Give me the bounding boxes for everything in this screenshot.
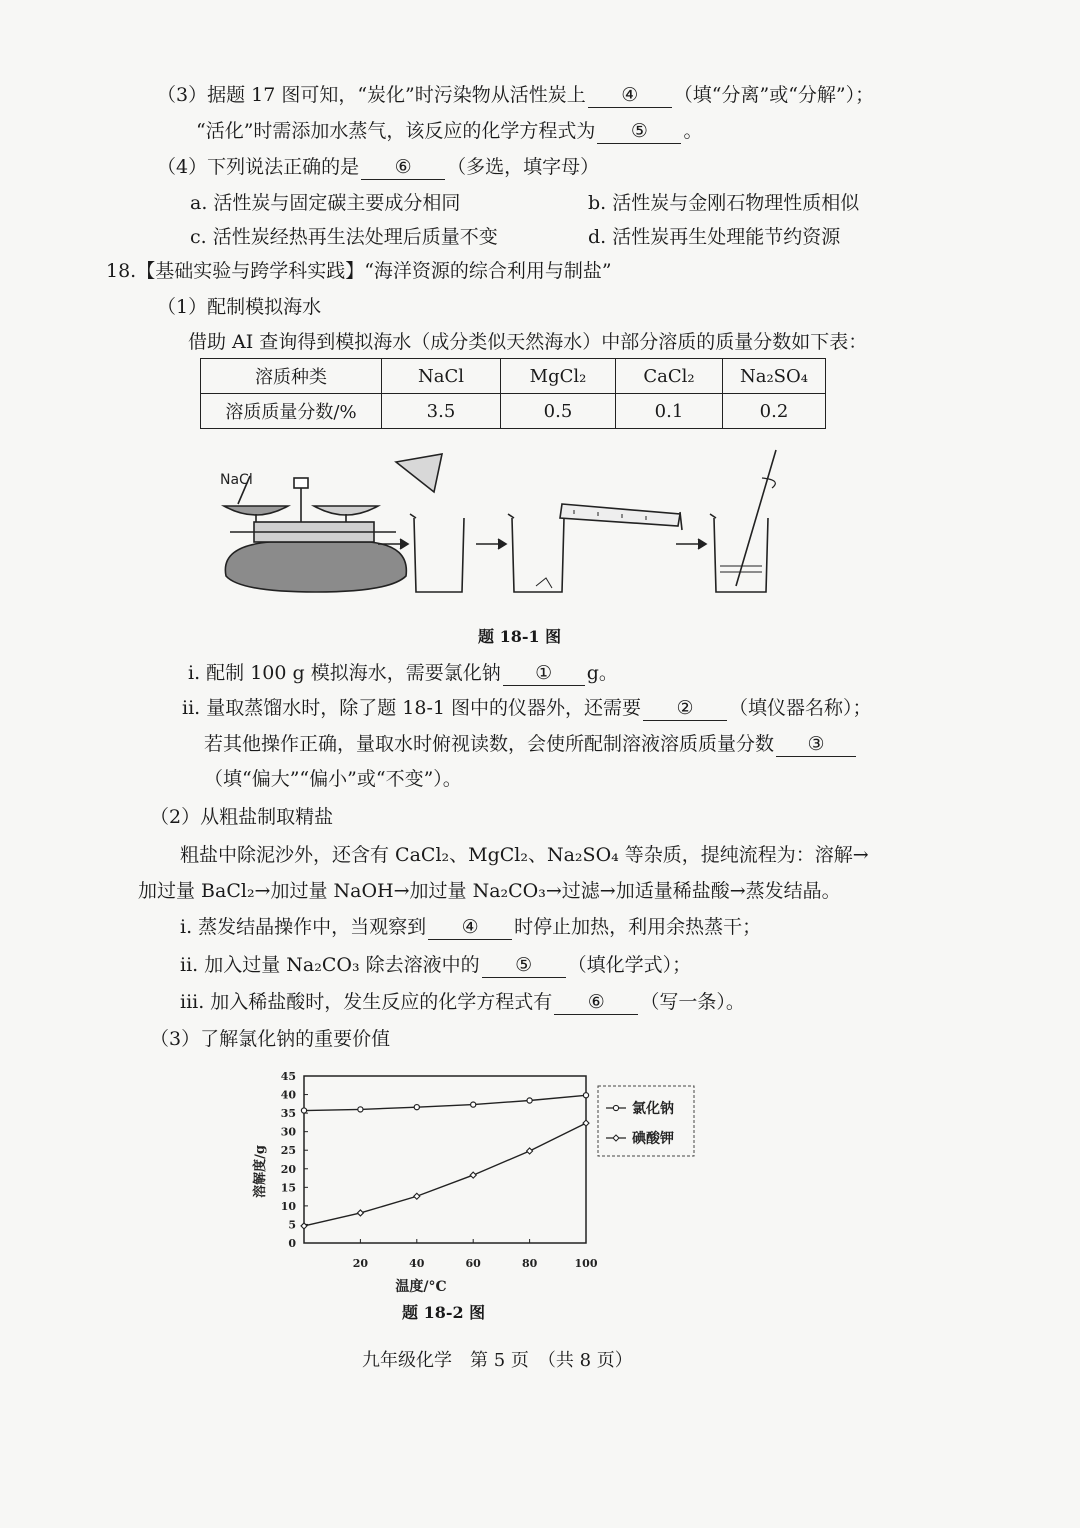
data-point bbox=[414, 1193, 420, 1199]
option-c: c. 活性炭经热再生法处理后质量不变 bbox=[190, 226, 498, 248]
x-tick-label: 100 bbox=[574, 1257, 598, 1270]
legend-label: 氯化钠 bbox=[632, 1101, 674, 1117]
y-tick-label: 35 bbox=[280, 1107, 296, 1121]
figure-18-2-caption: 题 18-2 图 bbox=[402, 1303, 486, 1322]
x-tick-label: 40 bbox=[409, 1257, 425, 1270]
table-cell: 0.5 bbox=[501, 394, 616, 429]
page-footer: 九年级化学 第 5 页 （共 8 页） bbox=[362, 1350, 633, 1371]
data-point bbox=[527, 1148, 533, 1154]
answer-blank-3[interactable]: ③ bbox=[776, 732, 856, 757]
table-cell: 3.5 bbox=[382, 394, 501, 429]
table-cell: 0.1 bbox=[616, 394, 723, 429]
data-point bbox=[471, 1102, 476, 1107]
left-pan bbox=[224, 506, 288, 515]
q18-part2-line2: 加过量 BaCl₂→加过量 NaOH→加过量 Na₂CO₃→过滤→加适量稀盐酸→蒸发结晶。 bbox=[138, 880, 841, 902]
x-tick-label: 20 bbox=[352, 1257, 369, 1270]
legend-marker bbox=[613, 1135, 619, 1141]
table-cell: NaCl bbox=[382, 359, 501, 394]
beaker-1 bbox=[414, 518, 464, 592]
solute-table bbox=[200, 358, 826, 429]
x-tick-label: 80 bbox=[521, 1257, 538, 1270]
plot-frame bbox=[304, 1076, 586, 1243]
y-tick-label: 0 bbox=[288, 1237, 296, 1250]
answer-blank-5[interactable]: ⑤ bbox=[597, 119, 681, 144]
q18-part1-heading: （1）配制模拟海水 bbox=[157, 296, 322, 318]
figure-18-1-caption: 题 18-1 图 bbox=[478, 627, 562, 646]
y-tick-label: 15 bbox=[280, 1181, 296, 1195]
q18-part1-ii: ii. 量取蒸馏水时，除了题 18-1 图中的仪器外，还需要 ② （填仪器名称）； bbox=[182, 697, 872, 719]
table-cell: 溶质质量分数/% bbox=[201, 394, 382, 429]
y-tick-label: 25 bbox=[280, 1144, 296, 1158]
table-cell: MgCl₂ bbox=[501, 359, 616, 394]
answer-blank-2[interactable]: ② bbox=[643, 696, 727, 721]
q17-part4: （4）下列说法正确的是 ⑥ （多选，填字母） bbox=[157, 156, 600, 178]
data-point bbox=[358, 1107, 363, 1112]
beaker-3 bbox=[714, 518, 768, 592]
answer-blank-6[interactable]: ⑥ bbox=[361, 155, 445, 180]
data-point bbox=[357, 1210, 363, 1216]
x-axis-label: 温度/°C bbox=[395, 1279, 447, 1295]
solubility-chart bbox=[240, 1066, 710, 1296]
legend-label: 碘酸钾 bbox=[632, 1131, 674, 1147]
q18-part2-iii: iii. 加入稀盐酸时，发生反应的化学方程式有 ⑥ （写一条）。 bbox=[180, 991, 745, 1013]
right-pan bbox=[314, 506, 378, 515]
y-tick-label: 30 bbox=[280, 1125, 296, 1139]
q17-part3-line2: “活化”时需添加水蒸气，该反应的化学方程式为 ⑤ 。 bbox=[196, 120, 703, 142]
q18-part1-ii-options: （填“偏大”“偏小”或“不变”）。 bbox=[204, 768, 462, 790]
data-point bbox=[583, 1120, 589, 1126]
answer-blank-4[interactable]: ④ bbox=[588, 83, 672, 108]
q18-part2-line1: 粗盐中除泥沙外，还含有 CaCl₂、MgCl₂、Na₂SO₄ 等杂质，提纯流程为：溶解→ bbox=[180, 844, 869, 866]
y-tick-label: 10 bbox=[280, 1199, 296, 1213]
table-cell: CaCl₂ bbox=[616, 359, 723, 394]
q18-part1-i: i. 配制 100 g 模拟海水，需要氯化钠 ① g。 bbox=[188, 662, 618, 684]
answer-blank-4b[interactable]: ④ bbox=[428, 915, 512, 940]
table-cell: Na₂SO₄ bbox=[723, 359, 826, 394]
answer-blank-5b[interactable]: ⑤ bbox=[482, 953, 566, 978]
nacl-label: NaCl bbox=[220, 472, 253, 488]
y-tick-label: 40 bbox=[280, 1088, 296, 1102]
data-point bbox=[301, 1108, 306, 1113]
q17-part3-line1: （3）据题 17 图可知，“炭化”时污染物从活性炭上 ④ （填“分离”或“分解”）； bbox=[157, 84, 875, 106]
data-point bbox=[470, 1172, 476, 1178]
data-point bbox=[301, 1223, 307, 1229]
q18-part1-ii-cont: 若其他操作正确，量取水时俯视读数，会使所配制溶液溶质质量分数 ③ bbox=[204, 729, 858, 759]
q18-part3-heading: （3）了解氯化钠的重要价值 bbox=[150, 1028, 391, 1050]
data-point bbox=[583, 1093, 588, 1098]
table-cell: 0.2 bbox=[723, 394, 826, 429]
data-point bbox=[414, 1105, 419, 1110]
figure-18-1 bbox=[210, 448, 800, 608]
legend-marker bbox=[613, 1105, 618, 1110]
table-row bbox=[201, 359, 826, 394]
y-tick-label: 45 bbox=[280, 1070, 296, 1083]
x-tick-label: 60 bbox=[465, 1257, 481, 1270]
option-a: a. 活性炭与固定碳主要成分相同 bbox=[190, 192, 461, 214]
q18-part1-intro: 借助 AI 查询得到模拟海水（成分类似天然海水）中部分溶质的质量分数如下表： bbox=[188, 331, 868, 353]
data-point bbox=[527, 1098, 532, 1103]
balance-base bbox=[225, 542, 406, 592]
weighing-paper bbox=[396, 454, 442, 492]
y-tick-label: 5 bbox=[288, 1218, 296, 1232]
series-line-1 bbox=[304, 1095, 586, 1110]
y-tick-label: 20 bbox=[280, 1162, 296, 1176]
q18-part2-heading: （2）从粗盐制取精盐 bbox=[150, 806, 334, 828]
option-d: d. 活性炭再生处理能节约资源 bbox=[588, 226, 841, 248]
answer-blank-6b[interactable]: ⑥ bbox=[554, 990, 638, 1015]
option-b: b. 活性炭与金刚石物理性质相似 bbox=[588, 192, 860, 214]
y-axis-label: 溶解度/g bbox=[253, 1145, 268, 1198]
q18-title: 18.【基础实验与跨学科实践】“海洋资源的综合利用与制盐” bbox=[106, 260, 612, 282]
q18-part2-ii: ii. 加入过量 Na₂CO₃ 除去溶液中的 ⑤ （填化学式）； bbox=[180, 954, 692, 976]
table-row bbox=[201, 394, 826, 429]
series-line-2 bbox=[304, 1123, 586, 1226]
q18-part2-i: i. 蒸发结晶操作中，当观察到 ④ 时停止加热，利用余热蒸干； bbox=[180, 916, 762, 938]
graduated-cylinder bbox=[560, 504, 680, 526]
beaker-2 bbox=[512, 518, 564, 592]
table-cell: 溶质种类 bbox=[201, 359, 382, 394]
answer-blank-1[interactable]: ① bbox=[503, 661, 585, 686]
